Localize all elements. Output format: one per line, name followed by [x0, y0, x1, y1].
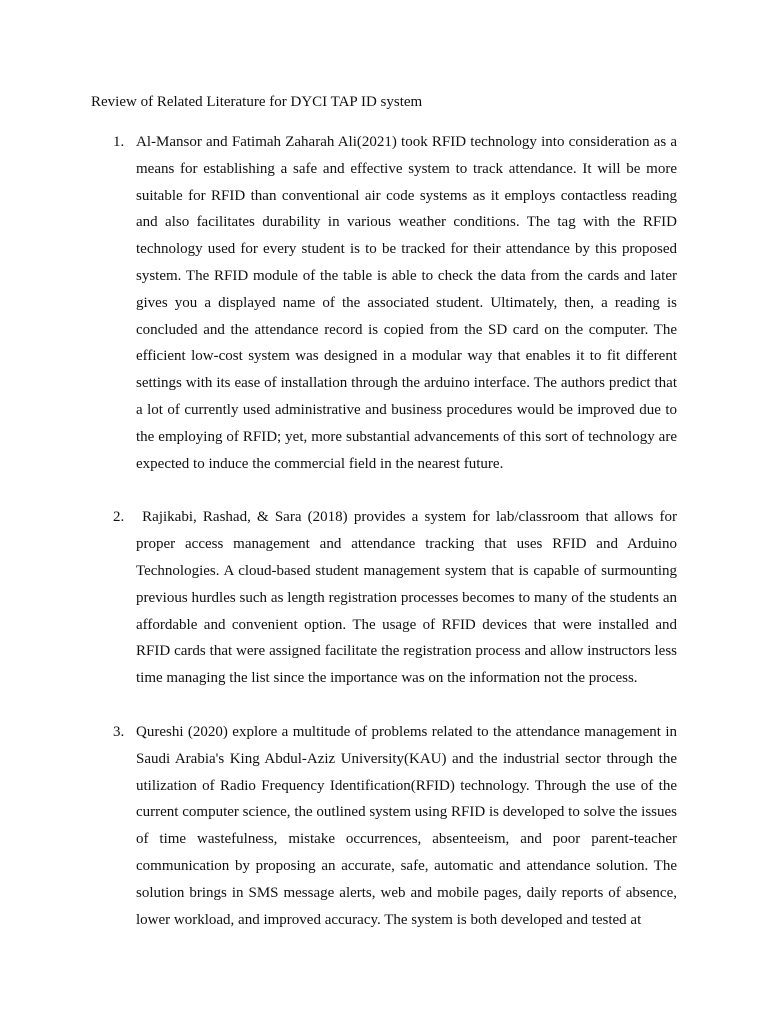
list-item-text: Rajikabi, Rashad, & Sara (2018) provides a system for lab/classroom that allows for proper access management and attendance tracking that uses RFID and Arduino Technologies. A cloud-based student management system that is capable of surmounting previous hurdles such as length registration processes becomes to many of the students an affordable and convenient option. The usage of RFID devices that were installed and RFID cards that were assigned facilitate the registration process and allow instructors less time managing the list since the importance was on the information not the process. — [136, 509, 677, 687]
list-item-number: 2. — [113, 509, 125, 526]
list-item-number: 3. — [113, 723, 125, 740]
list-item-text: Al-Mansor and Fatimah Zaharah Ali(2021) took RFID technology into consideration as a means for establishing a safe and effective system to track attendance. It will be more suitable for RFID than conventional air code systems as it employs contactless reading and also facilitates durability in various weather conditions. The tag with the RFID technology used for every student is to be tracked for their attendance by this proposed system. The RFID module of the table is able to check the data from the cards and later gives you a displayed name of the associated student. Ultimately, then, a reading is concluded and the attendance record is copied from the SD card on the computer. The efficient low-cost system was designed in a modular way that enables it to fit different settings with its ease of installation through the arduino interface. The authors predict that a lot of currently used administrative and business procedures would be improved due to the employing of RFID; yet, more substantial advancements of this sort of technology are expected to induce the commercial field in the nearest future. — [136, 134, 677, 472]
list-item-number: 1. — [113, 134, 125, 150]
list-item — [0, 719, 768, 933]
list-item-text: Qureshi (2020) explore a multitude of problems related to the attendance management in Saudi Arabia's King Abdul-Aziz University(KAU) and the industrial sector through the utilization of Radio Frequency Identification(RFID) technology. Through the use of the current computer science, the outlined system using RFID is developed to solve the issues of time wastefulness, mistake occurrences, absenteeism, and poor parent-teacher communication by proposing an accurate, safe, automatic and attendance solution. The solution brings in SMS message alerts, web and mobile pages, daily reports of absence, lower workload, and improved accuracy. The system is both developed and tested at — [136, 723, 677, 928]
list-item — [0, 504, 768, 692]
document-title: Review of Related Literature for DYCI TAP ID system — [91, 94, 423, 110]
literature-list — [0, 129, 768, 960]
list-item — [0, 129, 768, 477]
